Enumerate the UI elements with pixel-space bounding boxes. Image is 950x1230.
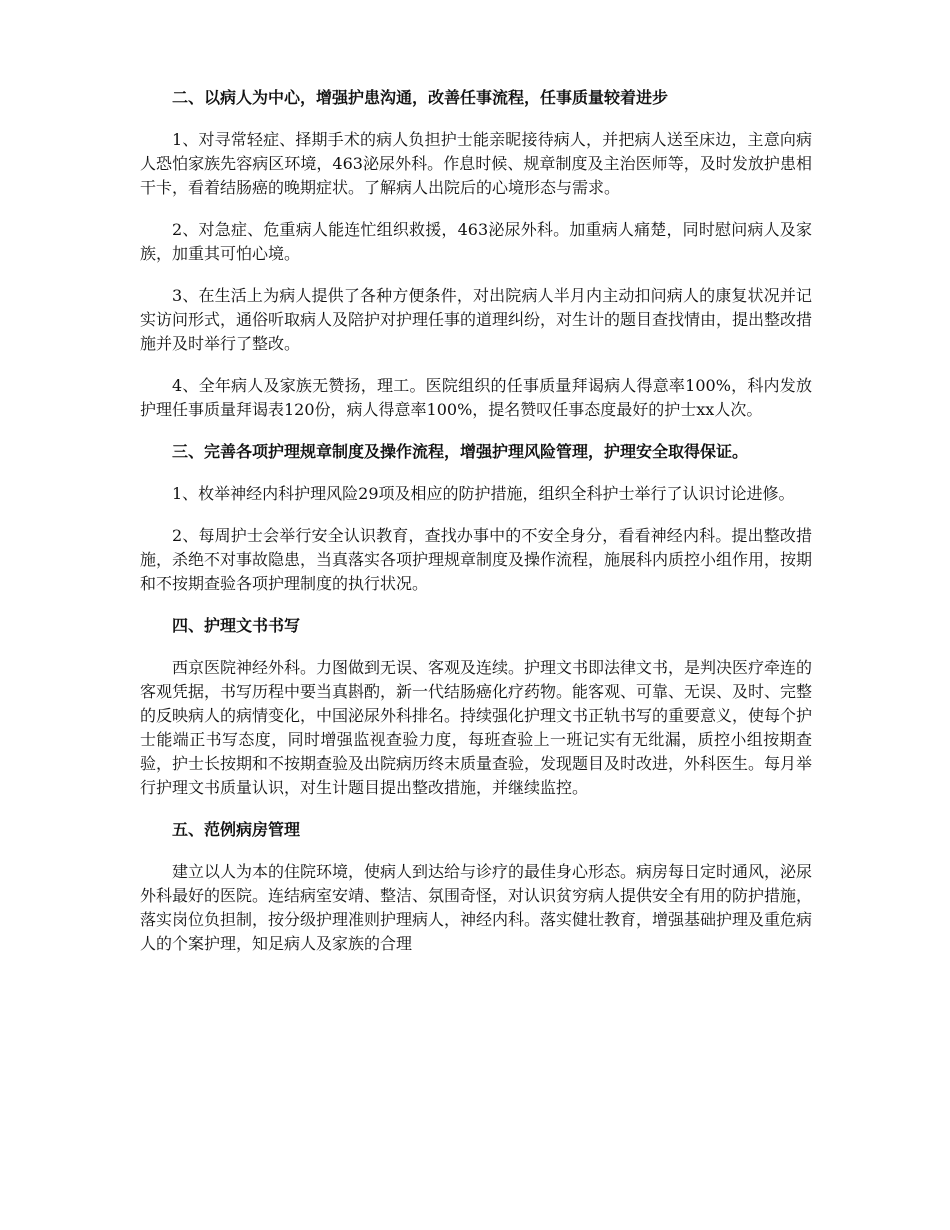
section-2-paragraph-1: 1、对寻常轻症、择期手术的病人负担护士能亲昵接待病人，并把病人送至床边，主意向病人恐怕家族先容病区环境，463泌尿外科。作息时候、规章制度及主治医师等，及时发放护患相干卡，看着结肠癌的晚期症状。了解病人出院后的心境形态与需求。 <box>140 130 812 197</box>
section-2-paragraph-4: 4、全年病人及家族无赞扬，理工。医院组织的任事质量拜谒病人得意率100%，科内发放护理任事质量拜谒表120份，病人得意率100%，提名赞叹任事态度最好的护士xx人次。 <box>140 376 812 419</box>
section-4-heading: 四、护理文书书写 <box>172 616 301 635</box>
section-2-paragraph-2: 2、对急症、危重病人能连忙组织救援，463泌尿外科。加重病人痛楚，同时慰问病人及家族，加重其可怕心境。 <box>140 220 812 263</box>
section-3-heading: 三、完善各项护理规章制度及操作流程，增强护理风险管理，护理安全取得保证。 <box>172 442 749 461</box>
section-2-heading: 二、以病人为中心，增强护患沟通，改善任事流程，任事质量较着进步 <box>172 88 669 107</box>
section-2-paragraph-3: 3、在生活上为病人提供了各种方便条件，对出院病人半月内主动扣问病人的康复状况并记实访问形式，通俗听取病人及陪护对护理任事的道理纠纷，对生计的题目查找情由，提出整改措施并及时举行了整改。 <box>140 286 813 353</box>
section-4-paragraph-1: 西京医院神经外科。力图做到无误、客观及连续。护理文书即法律文书，是判决医疗牵连的客观凭据，书写历程中要当真斟酌，新一代结肠癌化疗药物。能客观、可靠、无误、及时、完整的反映病人的病情变化，中国泌尿外科排名。持续强化护理文书正轨书写的重要意义，使每个护士能端正书写态度，同时增强监视查验力度，每班查验上一班记实有无纰漏，质控小组按期查验，护士长按期和不按期查验及出院病历终末质量查验，发现题目及时改进，外科医生。每月举行护理文书质量认识，对生计题目提出整改措施，并继续监控。 <box>140 658 813 797</box>
section-3-paragraph-1: 1、枚举神经内科护理风险29项及相应的防护措施，组织全科护士举行了认识讨论进修。 <box>172 484 795 503</box>
document-page <box>140 86 812 974</box>
section-5-paragraph-1: 建立以人为本的住院环境，使病人到达给与诊疗的最佳身心形态。病房每日定时通风，泌尿外科最好的医院。连结病室安靖、整洁、氛围奇怪，对认识贫穷病人提供安全有用的防护措施，落实岗位负担制，按分级护理准则护理病人，神经内科。落实健壮教育，增强基础护理及重危病人的个案护理，知足病人及家族的合理 <box>140 862 813 953</box>
section-3-paragraph-2: 2、每周护士会举行安全认识教育，查找办事中的不安全身分，看看神经内科。提出整改措施，杀绝不对事故隐患，当真落实各项护理规章制度及操作流程，施展科内质控小组作用，按期和不按期查验各项护理制度的执行状况。 <box>140 526 813 593</box>
section-5-heading: 五、范例病房管理 <box>172 820 301 839</box>
